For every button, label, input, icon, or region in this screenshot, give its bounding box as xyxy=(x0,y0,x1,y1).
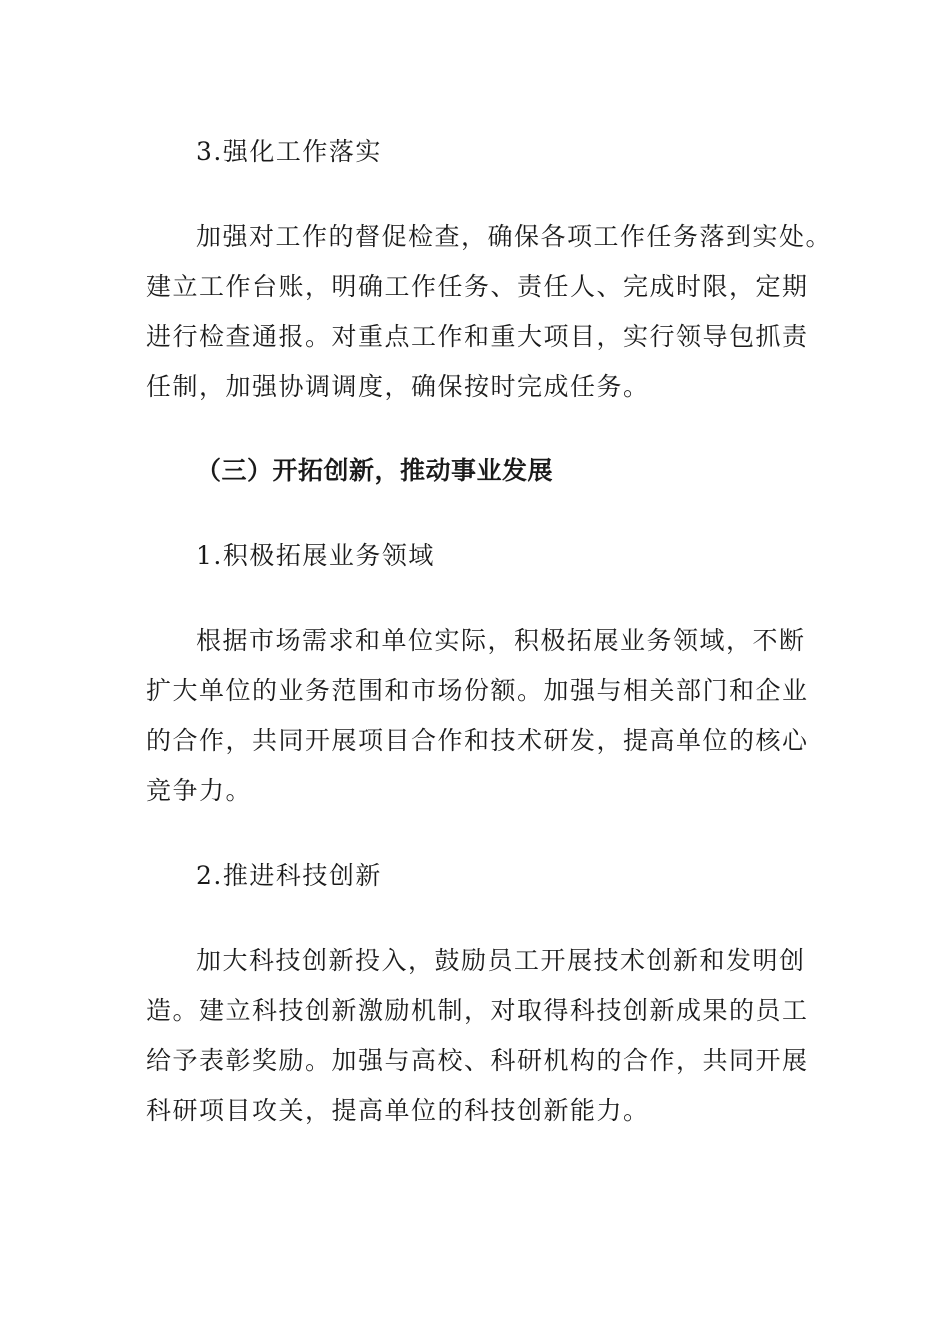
paragraph-line: 建立工作台账，明确工作任务、责任人、完成时限，定期 xyxy=(146,272,809,301)
paragraph-line: 加强对工作的督促检查，确保各项工作任务落到实处。 xyxy=(196,222,833,251)
paragraph-line: 加大科技创新投入，鼓励员工开展技术创新和发明创 xyxy=(196,946,806,975)
subsection-title-tech-innovation: 2.推进科技创新 xyxy=(196,861,382,890)
paragraph-line: 任制，加强协调调度，确保按时完成任务。 xyxy=(146,372,650,401)
paragraph-line: 根据市场需求和单位实际，积极拓展业务领域，不断 xyxy=(196,626,806,655)
section-heading-innovation: （三）开拓创新，推动事业发展 xyxy=(196,456,554,485)
paragraph-line: 扩大单位的业务范围和市场份额。加强与相关部门和企业 xyxy=(146,676,809,705)
subsection-title-strengthen-implementation: 3.强化工作落实 xyxy=(196,137,382,166)
subsection-title-expand-business: 1.积极拓展业务领域 xyxy=(196,541,435,570)
paragraph-line: 给予表彰奖励。加强与高校、科研机构的合作，共同开展 xyxy=(146,1046,809,1075)
paragraph-line: 竞争力。 xyxy=(146,776,253,805)
paragraph-line: 造。建立科技创新激励机制，对取得科技创新成果的员工 xyxy=(146,996,809,1025)
paragraph-line: 科研项目攻关，提高单位的科技创新能力。 xyxy=(146,1096,650,1125)
paragraph-line: 进行检查通报。对重点工作和重大项目，实行领导包抓责 xyxy=(146,322,809,351)
paragraph-line: 的合作，共同开展项目合作和技术研发，提高单位的核心 xyxy=(146,726,809,755)
